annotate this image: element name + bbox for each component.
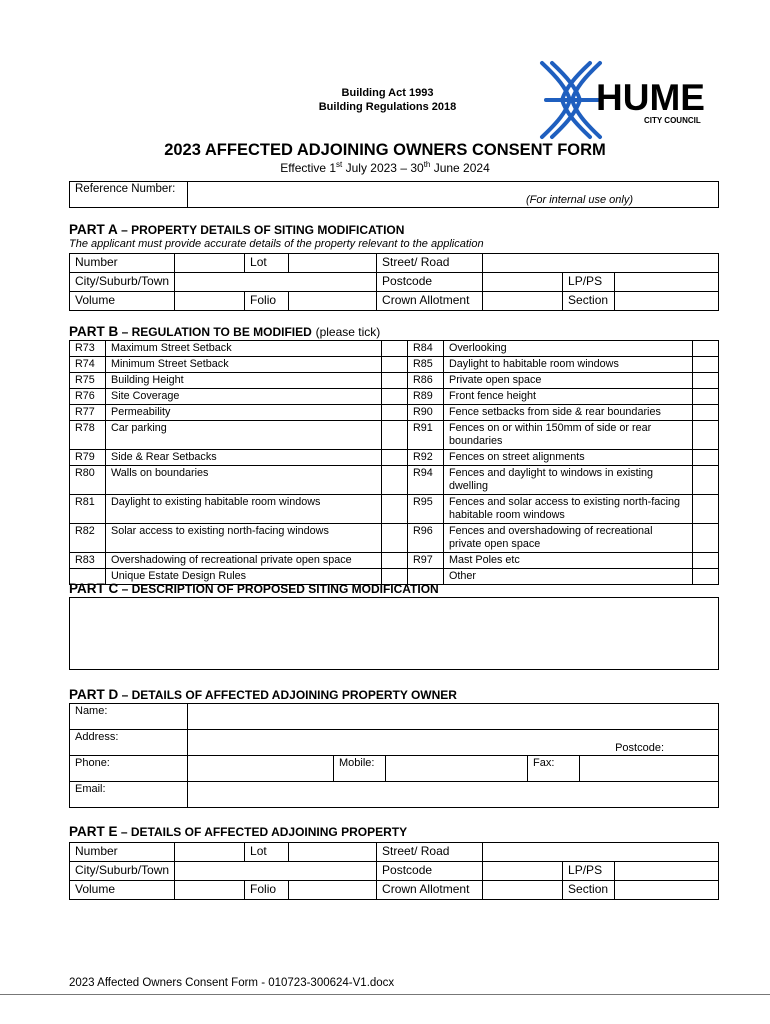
footer-divider <box>0 994 770 995</box>
crown-allotment-label: Crown Allotment <box>377 881 483 900</box>
regulation-tick-box[interactable] <box>382 450 408 466</box>
regulation-tick-box[interactable] <box>693 524 719 553</box>
effective-dates: Effective 1st July 2023 – 30th June 2024 <box>280 160 490 175</box>
legislation-header <box>300 86 475 114</box>
regulation-description: Fences and overshadowing of recreational private open space <box>444 524 693 553</box>
regulation-code: R77 <box>70 405 106 421</box>
regulation-tick-box[interactable] <box>693 405 719 421</box>
regulation-row <box>70 357 719 373</box>
postcode-label: Postcode <box>377 862 483 881</box>
part-a-property-table <box>69 253 719 311</box>
regulation-code: R94 <box>408 466 444 495</box>
regulation-code: R79 <box>70 450 106 466</box>
regulation-description: Mast Poles etc <box>444 553 693 569</box>
regulation-description: Unique Estate Design Rules <box>106 569 382 585</box>
regulation-code: R73 <box>70 341 106 357</box>
section-field[interactable] <box>615 881 719 900</box>
name-field[interactable] <box>188 704 719 730</box>
regulation-tick-box[interactable] <box>382 553 408 569</box>
phone-field[interactable] <box>188 756 334 782</box>
lot-label: Lot <box>245 254 289 273</box>
street-field[interactable] <box>483 843 719 862</box>
regulation-description: Permeability <box>106 405 382 421</box>
lot-field[interactable] <box>289 254 377 273</box>
part-c-title: PART C – DESCRIPTION OF PROPOSED SITING MODIFICATION <box>69 581 439 596</box>
regulation-tick-box[interactable] <box>382 405 408 421</box>
regulation-code: R75 <box>70 373 106 389</box>
postcode-field[interactable] <box>483 862 563 881</box>
regulation-description: Private open space <box>444 373 693 389</box>
siting-modification-description-field[interactable] <box>69 597 719 670</box>
regulation-tick-box[interactable] <box>693 421 719 450</box>
fax-label: Fax: <box>528 756 580 782</box>
regulation-code: R86 <box>408 373 444 389</box>
folio-label: Folio <box>245 881 289 900</box>
folio-field[interactable] <box>289 881 377 900</box>
street-label: Street/ Road <box>377 843 483 862</box>
lpps-field[interactable] <box>615 862 719 881</box>
regulation-row <box>70 466 719 495</box>
regulation-description: Walls on boundaries <box>106 466 382 495</box>
internal-use-note: (For internal use only) <box>526 194 633 206</box>
volume-field[interactable] <box>175 881 245 900</box>
regulation-description: Overlooking <box>444 341 693 357</box>
regulation-description: Car parking <box>106 421 382 450</box>
building-act-text: Building Act 1993 <box>341 87 434 99</box>
part-e-title: PART E – DETAILS OF AFFECTED ADJOINING PROPERTY <box>69 824 408 839</box>
regulation-code: R80 <box>70 466 106 495</box>
number-label: Number <box>70 254 175 273</box>
regulations-table <box>69 340 719 585</box>
regulation-tick-box[interactable] <box>382 524 408 553</box>
part-d-title: PART D – DETAILS OF AFFECTED ADJOINING PROPERTY OWNER <box>69 687 457 702</box>
regulation-row <box>70 389 719 405</box>
email-field[interactable] <box>188 782 719 808</box>
mobile-label: Mobile: <box>334 756 386 782</box>
volume-label: Volume <box>70 881 175 900</box>
regulation-description: Fence setbacks from side & rear boundaries <box>444 405 693 421</box>
regulation-code: R95 <box>408 495 444 524</box>
section-field[interactable] <box>615 292 719 311</box>
regulation-description: Fences on street alignments <box>444 450 693 466</box>
crown-allotment-field[interactable] <box>483 881 563 900</box>
volume-label: Volume <box>70 292 175 311</box>
regulation-tick-box[interactable] <box>693 466 719 495</box>
regulation-code: R81 <box>70 495 106 524</box>
regulation-row <box>70 341 719 357</box>
regulation-description: Fences and daylight to windows in existing dwelling <box>444 466 693 495</box>
city-field[interactable] <box>175 273 377 292</box>
reference-number-table <box>69 181 719 208</box>
part-a-title: PART A – PROPERTY DETAILS OF SITING MODIFICATION <box>69 222 405 237</box>
regulation-tick-box[interactable] <box>382 466 408 495</box>
regulation-code: R89 <box>408 389 444 405</box>
hume-logo-icon <box>536 60 706 140</box>
regulation-code: R92 <box>408 450 444 466</box>
regulation-description: Daylight to existing habitable room windows <box>106 495 382 524</box>
city-field[interactable] <box>175 862 377 881</box>
regulation-tick-box[interactable] <box>382 357 408 373</box>
building-regulations-text: Building Regulations 2018 <box>318 101 457 113</box>
regulation-description: Maximum Street Setback <box>106 341 382 357</box>
postcode-label: Postcode: <box>615 742 664 754</box>
phone-label: Phone: <box>70 756 188 782</box>
fax-field[interactable] <box>580 756 719 782</box>
part-b-title: PART B – REGULATION TO BE MODIFIED (please tick) <box>69 324 381 339</box>
regulation-code: R74 <box>70 357 106 373</box>
regulation-row <box>70 495 719 524</box>
crown-allotment-field[interactable] <box>483 292 563 311</box>
regulation-tick-box[interactable] <box>693 569 719 585</box>
regulation-description: Minimum Street Setback <box>106 357 382 373</box>
regulation-row <box>70 553 719 569</box>
regulation-code: R76 <box>70 389 106 405</box>
lpps-field[interactable] <box>615 273 719 292</box>
regulation-code: R78 <box>70 421 106 450</box>
folio-label: Folio <box>245 292 289 311</box>
regulation-tick-box[interactable] <box>693 357 719 373</box>
crown-allotment-label: Crown Allotment <box>377 292 483 311</box>
city-label: City/Suburb/Town <box>70 273 175 292</box>
regulation-code: R91 <box>408 421 444 450</box>
regulation-description: Fences on or within 150mm of side or rear boundaries <box>444 421 693 450</box>
name-label: Name: <box>70 704 188 730</box>
regulation-tick-box[interactable] <box>693 389 719 405</box>
regulation-tick-box[interactable] <box>693 450 719 466</box>
regulation-row <box>70 524 719 553</box>
logo-wordmark: HUME <box>596 77 705 118</box>
regulation-code: R83 <box>70 553 106 569</box>
regulation-row <box>70 421 719 450</box>
regulation-tick-box[interactable] <box>693 553 719 569</box>
regulation-description: Daylight to habitable room windows <box>444 357 693 373</box>
regulation-code: R90 <box>408 405 444 421</box>
section-label: Section <box>563 292 615 311</box>
regulation-description: Other <box>444 569 693 585</box>
regulation-tick-box[interactable] <box>693 373 719 389</box>
regulation-code: R97 <box>408 553 444 569</box>
hume-logo <box>536 60 706 140</box>
section-label: Section <box>563 881 615 900</box>
number-field[interactable] <box>175 843 245 862</box>
regulation-tick-box[interactable] <box>382 373 408 389</box>
form-title: 2023 AFFECTED ADJOINING OWNERS CONSENT FORM <box>164 141 606 159</box>
number-label: Number <box>70 843 175 862</box>
regulation-description: Overshadowing of recreational private open space <box>106 553 382 569</box>
regulation-description: Side & Rear Setbacks <box>106 450 382 466</box>
regulation-code: R85 <box>408 357 444 373</box>
address-field[interactable] <box>188 730 719 756</box>
document-footer: 2023 Affected Owners Consent Form - 010723-300624-V1.docx <box>69 977 395 989</box>
part-e-property-table <box>69 842 719 900</box>
reference-number-field[interactable] <box>188 182 719 208</box>
regulation-code: R82 <box>70 524 106 553</box>
regulation-description: Fences and solar access to existing north-facing habitable room windows <box>444 495 693 524</box>
regulation-code: R96 <box>408 524 444 553</box>
mobile-field[interactable] <box>386 756 528 782</box>
regulation-tick-box[interactable] <box>693 495 719 524</box>
postcode-label: Postcode <box>377 273 483 292</box>
regulation-tick-box[interactable] <box>382 495 408 524</box>
city-label: City/Suburb/Town <box>70 862 175 881</box>
regulation-row <box>70 450 719 466</box>
regulation-tick-box[interactable] <box>382 341 408 357</box>
logo-subtitle: CITY COUNCIL <box>644 116 701 125</box>
part-a-instruction: The applicant must provide accurate details of the property relevant to the application <box>69 238 484 250</box>
owner-details-table <box>69 703 719 808</box>
regulation-code: R84 <box>408 341 444 357</box>
regulation-tick-box[interactable] <box>382 421 408 450</box>
lpps-label: LP/PS <box>563 862 615 881</box>
regulation-row <box>70 405 719 421</box>
regulation-description: Solar access to existing north-facing windows <box>106 524 382 553</box>
regulation-tick-box[interactable] <box>382 389 408 405</box>
email-label: Email: <box>70 782 188 808</box>
street-label: Street/ Road <box>377 254 483 273</box>
reference-number-label: Reference Number: <box>70 182 188 208</box>
postcode-field[interactable] <box>483 273 563 292</box>
street-field[interactable] <box>483 254 719 273</box>
volume-field[interactable] <box>175 292 245 311</box>
number-field[interactable] <box>175 254 245 273</box>
regulation-tick-box[interactable] <box>693 341 719 357</box>
regulation-description: Front fence height <box>444 389 693 405</box>
lot-label: Lot <box>245 843 289 862</box>
regulation-description: Site Coverage <box>106 389 382 405</box>
lot-field[interactable] <box>289 843 377 862</box>
regulation-row <box>70 373 719 389</box>
address-label: Address: <box>70 730 188 756</box>
folio-field[interactable] <box>289 292 377 311</box>
regulation-description: Building Height <box>106 373 382 389</box>
lpps-label: LP/PS <box>563 273 615 292</box>
